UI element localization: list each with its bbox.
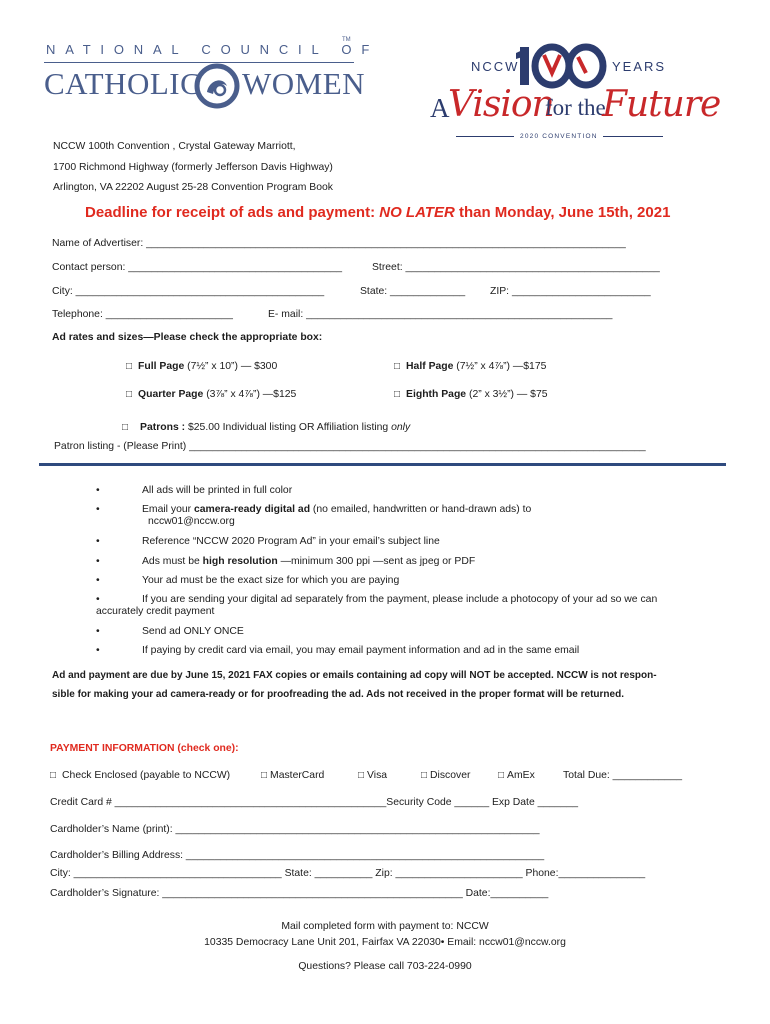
instruction-separate-line2: accurately credit payment bbox=[96, 606, 215, 617]
bullet-dot: • bbox=[96, 594, 100, 605]
eighth-page-option[interactable] bbox=[394, 389, 548, 400]
instruction-resolution bbox=[142, 556, 475, 567]
header-line-3: Arlington, VA 22202 August 25-28 Convention Program Book bbox=[53, 182, 333, 193]
half-page-option[interactable] bbox=[394, 361, 546, 372]
advertiser-name-field[interactable]: Name of Advertiser: ___________________________________________________________________________________ bbox=[52, 238, 626, 249]
instruction-email-pre: Email your bbox=[142, 504, 194, 515]
amex-checkbox[interactable]: □ bbox=[498, 770, 505, 781]
cardholder-name-field[interactable]: Cardholder’s Name (print): _______________________________________________________________ bbox=[50, 824, 540, 835]
credit-card-field[interactable]: Credit Card # _______________________________________________Security Code ______ Exp Date _______ bbox=[50, 797, 579, 808]
bullet-dot: • bbox=[96, 536, 100, 547]
centennial-years: YEARS bbox=[612, 59, 667, 74]
centennial-convention: 2020 CONVENTION bbox=[520, 133, 598, 140]
city-field[interactable]: City: ___________________________________________ bbox=[52, 286, 325, 297]
instruction-reference: Reference “NCCW 2020 Program Ad” in your email’s subject line bbox=[142, 536, 440, 547]
notice-line-2: sible for making your ad camera-ready or for proofreading the ad. Ads not received in the proper format will be returned. bbox=[52, 689, 624, 700]
patron-listing-field[interactable]: Patron listing - (Please Print) _______________________________________________________________________________ bbox=[54, 441, 646, 452]
centennial-rule-left bbox=[456, 136, 514, 137]
patrons-description: $25.00 Individual listing OR Affiliation listing bbox=[185, 422, 392, 433]
quarter-page-checkbox[interactable]: □ bbox=[126, 389, 133, 400]
amex-option[interactable] bbox=[498, 770, 535, 781]
centennial-vision: Vision bbox=[448, 84, 554, 125]
amex-label: AmEx bbox=[507, 770, 535, 781]
bullet-dot: • bbox=[96, 645, 100, 656]
instruction-resolution-bold: high resolution bbox=[202, 556, 278, 567]
centennial-a: A bbox=[430, 93, 450, 123]
bullet-dot: • bbox=[96, 626, 100, 637]
logo-org-top: NATIONAL COUNCIL OF bbox=[46, 42, 380, 57]
footer-questions-line: Questions? Please call 703-224-0990 bbox=[298, 961, 472, 972]
eighth-page-label: Eighth Page bbox=[406, 389, 467, 400]
payment-heading: PAYMENT INFORMATION (check one): bbox=[50, 743, 239, 754]
discover-option[interactable] bbox=[421, 770, 470, 781]
contact-person-field[interactable]: Contact person: _____________________________________ bbox=[52, 262, 343, 273]
notice-line-1: Ad and payment are due by June 15, 2021 FAX copies or emails containing ad copy will NOT be accepted. NCCW is not respon- bbox=[52, 670, 657, 681]
centennial-for-the: for the bbox=[545, 95, 606, 120]
instruction-email-bold: camera-ready digital ad bbox=[193, 504, 311, 515]
full-page-option[interactable] bbox=[126, 361, 277, 372]
deadline-prefix: Deadline for receipt of ads and payment: bbox=[85, 204, 380, 221]
logo-trademark: TM bbox=[342, 37, 351, 43]
instruction-full-color: All ads will be printed in full color bbox=[142, 485, 293, 496]
quarter-page-option[interactable] bbox=[126, 389, 296, 400]
mastercard-option[interactable] bbox=[261, 770, 324, 781]
telephone-field[interactable]: Telephone: ______________________ bbox=[52, 309, 233, 320]
instruction-email-address[interactable]: nccw01@nccw.org bbox=[148, 516, 235, 527]
check-enclosed-label: Check Enclosed (payable to NCCW) bbox=[62, 770, 231, 781]
centennial-100-mark bbox=[516, 43, 608, 89]
state-field[interactable]: State: _____________ bbox=[360, 286, 466, 297]
half-page-size: (7½” x 4⅞”) —$175 bbox=[453, 361, 547, 372]
footer-mail-line: Mail completed form with payment to: NCCW bbox=[281, 921, 489, 932]
check-enclosed-checkbox[interactable]: □ bbox=[50, 770, 57, 781]
instruction-email bbox=[142, 504, 531, 515]
mother-child-icon bbox=[193, 62, 241, 110]
instruction-email-post: (no emailed, handwritten or hand-drawn ads) to bbox=[310, 504, 532, 515]
half-page-checkbox[interactable]: □ bbox=[394, 361, 401, 372]
patrons-only: only bbox=[391, 422, 411, 433]
eighth-page-checkbox[interactable]: □ bbox=[394, 389, 401, 400]
section-divider bbox=[39, 463, 726, 466]
instruction-credit-card: If paying by credit card via email, you may email payment information and ad in the same email bbox=[142, 645, 580, 656]
discover-label: Discover bbox=[430, 770, 471, 781]
signature-field[interactable]: Cardholder’s Signature: ____________________________________________________ Date:__________ bbox=[50, 888, 549, 899]
full-page-size: (7½” x 10”) — $300 bbox=[184, 361, 278, 372]
instruction-separate-line1: If you are sending your digital ad separately from the payment, please include a photocopy of your ad so we can bbox=[142, 594, 658, 605]
centennial-nccw: NCCW bbox=[471, 59, 520, 74]
visa-label: Visa bbox=[367, 770, 388, 781]
deadline-suffix: than Monday, June 15th, 2021 bbox=[454, 204, 671, 221]
instruction-resolution-pre: Ads must be bbox=[142, 556, 203, 567]
deadline-emphasis: NO LATER bbox=[379, 204, 455, 221]
check-enclosed-option[interactable] bbox=[50, 770, 230, 781]
header-line-2: 1700 Richmond Highway (formerly Jefferson Davis Highway) bbox=[53, 162, 333, 173]
bullet-dot: • bbox=[96, 556, 100, 567]
discover-checkbox[interactable]: □ bbox=[421, 770, 428, 781]
half-page-label: Half Page bbox=[406, 361, 454, 372]
quarter-page-label: Quarter Page bbox=[138, 389, 204, 400]
logo-org-left: CATHOLIC bbox=[44, 66, 202, 101]
quarter-page-size: (3⅞” x 4⅞”) —$125 bbox=[203, 389, 297, 400]
visa-checkbox[interactable]: □ bbox=[358, 770, 365, 781]
rates-heading: Ad rates and sizes—Please check the appropriate box: bbox=[52, 332, 323, 343]
header-line-1: NCCW 100th Convention , Crystal Gateway Marriott, bbox=[53, 141, 296, 152]
total-due-field[interactable]: Total Due: ____________ bbox=[563, 770, 683, 781]
bullet-dot: • bbox=[96, 504, 100, 515]
mastercard-checkbox[interactable]: □ bbox=[261, 770, 268, 781]
patrons-checkbox[interactable]: □ bbox=[122, 422, 129, 433]
deadline-heading bbox=[85, 204, 670, 221]
patrons-option[interactable] bbox=[122, 422, 410, 433]
bullet-dot: • bbox=[96, 485, 100, 496]
instruction-exact-size: Your ad must be the exact size for which you are paying bbox=[142, 575, 400, 586]
bullet-dot: • bbox=[96, 575, 100, 586]
billing-address-field[interactable]: Cardholder’s Billing Address: ______________________________________________________________ bbox=[50, 850, 545, 861]
full-page-checkbox[interactable]: □ bbox=[126, 361, 133, 372]
zip-field[interactable]: ZIP: ________________________ bbox=[490, 286, 651, 297]
billing-city-row[interactable]: City: ____________________________________ State: __________ Zip: ______________________ Phone:_______________ bbox=[50, 868, 646, 879]
centennial-future: Future bbox=[602, 84, 721, 125]
mastercard-label: MasterCard bbox=[270, 770, 325, 781]
footer-address-line: 10335 Democracy Lane Unit 201, Fairfax VA 22030• Email: nccw01@nccw.org bbox=[204, 937, 566, 948]
patrons-label: Patrons : bbox=[140, 422, 186, 433]
street-field[interactable]: Street: ____________________________________________ bbox=[372, 262, 660, 273]
full-page-label: Full Page bbox=[138, 361, 185, 372]
visa-option[interactable] bbox=[358, 770, 387, 781]
instruction-send-once: Send ad ONLY ONCE bbox=[142, 626, 244, 637]
centennial-rule-right bbox=[603, 136, 663, 137]
email-field[interactable]: E- mail: _____________________________________________________ bbox=[268, 309, 613, 320]
logo-org-right: WOMEN bbox=[242, 66, 366, 101]
instruction-resolution-post: —minimum 300 ppi —sent as jpeg or PDF bbox=[277, 556, 476, 567]
eighth-page-size: (2” x 3½”) — $75 bbox=[466, 389, 548, 400]
